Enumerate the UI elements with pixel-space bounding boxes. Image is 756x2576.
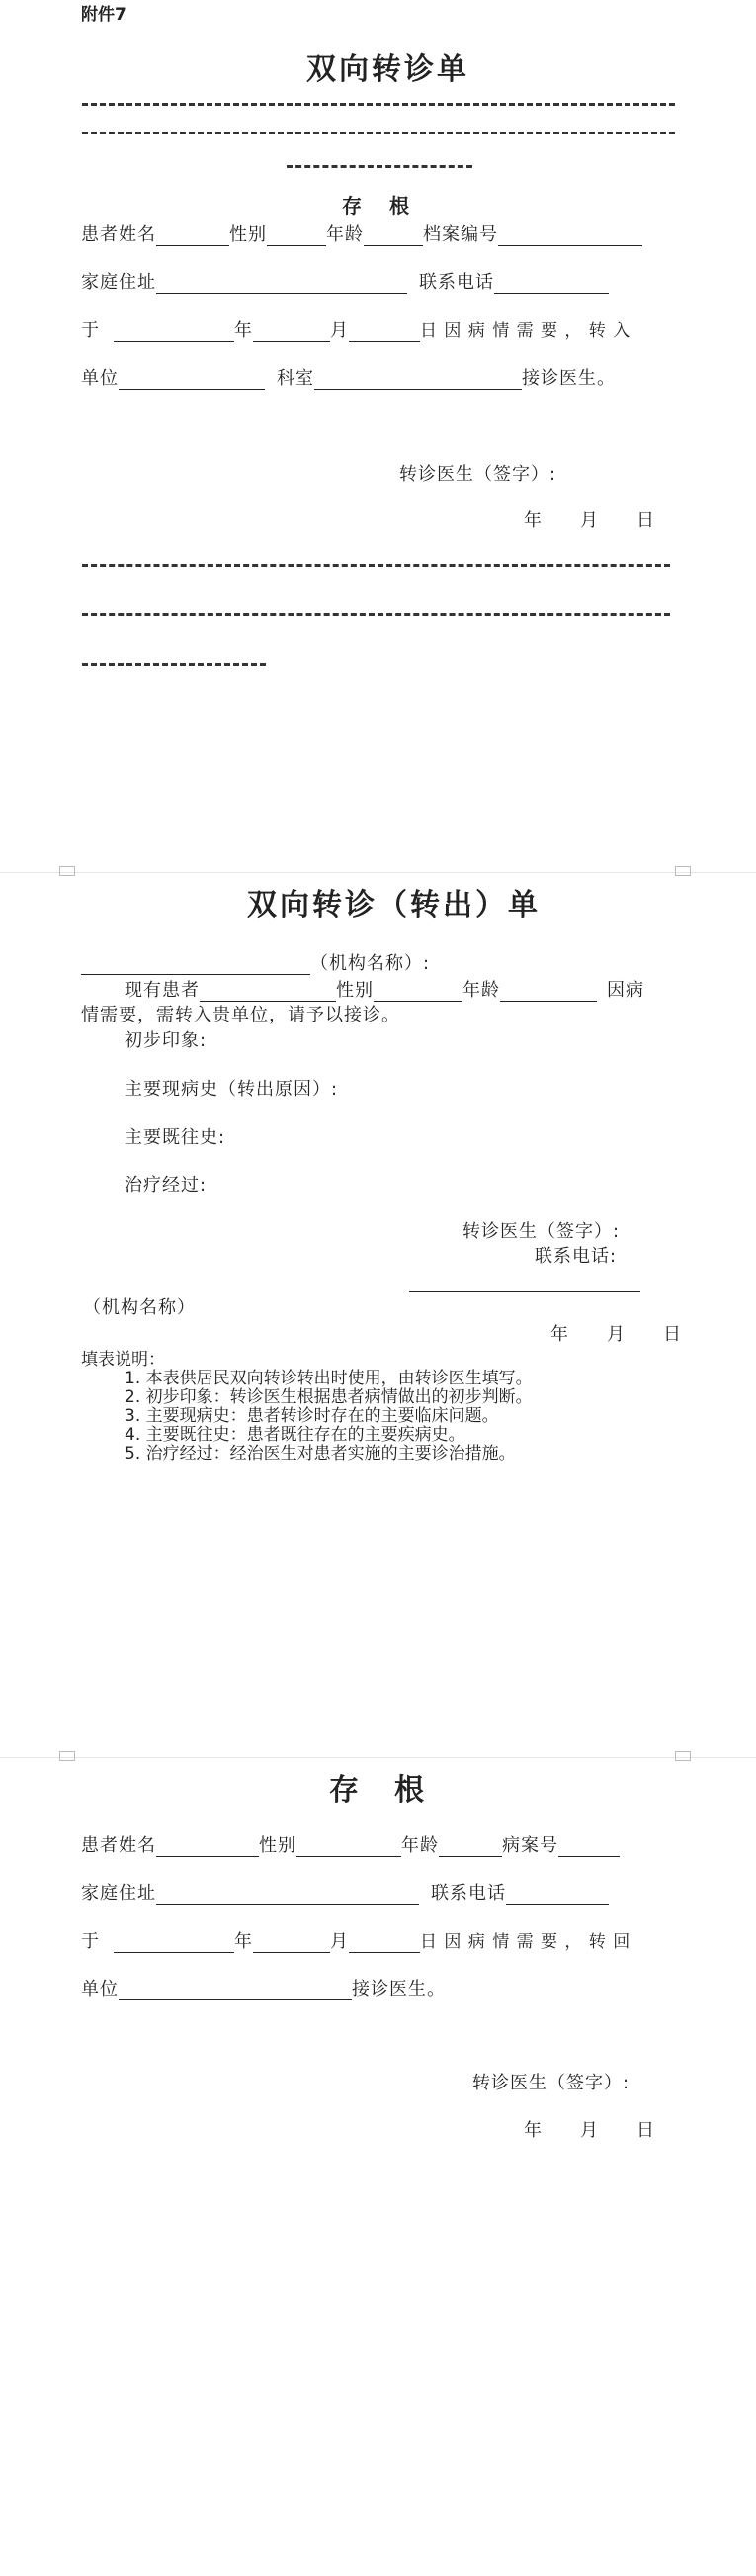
reason-label: 日 因 病 情 需 要 ， 转 入	[420, 321, 631, 341]
phone-label: 联系电话	[431, 1883, 506, 1904]
age-field[interactable]	[500, 981, 597, 1002]
month-field[interactable]	[253, 1932, 330, 1953]
treatment-label: 治疗经过:	[125, 1175, 208, 1196]
past-history-label: 主要既往史:	[125, 1127, 226, 1148]
separator	[82, 132, 675, 134]
page-corner-mark	[675, 1751, 691, 1761]
page-break	[0, 1757, 756, 1758]
record-field[interactable]	[498, 225, 642, 246]
address-field[interactable]	[156, 273, 407, 294]
name-label: 患者姓名	[81, 224, 156, 245]
separator	[82, 663, 266, 666]
unit-label: 单位	[81, 368, 119, 389]
attachment-label: 附件7	[81, 5, 126, 25]
name-field[interactable]	[156, 225, 229, 246]
unit-label: 单位	[81, 1979, 119, 1999]
page-corner-mark	[59, 1751, 75, 1761]
dept-label: 科室	[277, 368, 314, 389]
year-label: 年	[234, 320, 253, 341]
gender-label: 性别	[229, 224, 267, 245]
note-item: 3. 主要现病史：患者转诊时存在的主要临床问题。	[125, 1406, 499, 1426]
month-label: 月	[330, 1931, 349, 1952]
note-item: 1. 本表供居民双向转诊转出时使用，由转诊医生填写。	[125, 1369, 533, 1388]
patient-label: 现有患者	[125, 980, 200, 1001]
page-corner-mark	[675, 866, 691, 876]
stub-title: 存 根	[329, 1773, 427, 1808]
dept-field[interactable]	[314, 369, 522, 390]
date-label: 年 月 日	[524, 2120, 655, 2141]
yu-label: 于	[81, 320, 100, 341]
date-label: 年 月 日	[550, 1324, 682, 1345]
day-field[interactable]	[349, 1932, 420, 1953]
age-label: 年龄	[401, 1835, 439, 1856]
request-text: 情需要，需转入贵单位，请予以接诊。	[81, 1005, 400, 1025]
receiving-doctor-label: 接诊医生。	[352, 1979, 446, 1999]
record-label: 病案号	[502, 1835, 558, 1856]
notes-title: 填表说明：	[81, 1350, 165, 1370]
signature-label: 转诊医生（签字）:	[399, 464, 557, 485]
address-label: 家庭住址	[81, 1883, 156, 1904]
unit-line	[81, 1975, 446, 2000]
page-title: 双向转诊单	[306, 52, 469, 87]
date-line	[81, 316, 630, 342]
address-label: 家庭住址	[81, 272, 156, 293]
gender-label: 性别	[336, 980, 374, 1001]
note-item: 4. 主要既往史：患者既往存在的主要疾病史。	[125, 1425, 465, 1445]
phone-field[interactable]	[494, 273, 609, 294]
initial-impression-label: 初步印象:	[125, 1030, 208, 1051]
phone-field[interactable]	[506, 1884, 609, 1905]
org-field[interactable]	[81, 954, 310, 975]
date-line	[81, 1927, 630, 1953]
gender-field[interactable]	[374, 981, 462, 1002]
unit-field[interactable]	[119, 369, 265, 390]
note-item: 2. 初步印象：转诊医生根据患者病情做出的初步判断。	[125, 1387, 533, 1407]
patient-name-field[interactable]	[200, 981, 336, 1002]
age-field[interactable]	[364, 225, 423, 246]
unit-field[interactable]	[119, 1980, 352, 2000]
date-label: 年 月 日	[524, 510, 655, 531]
reason-label: 日 因 病 情 需 要 ， 转 回	[420, 1932, 631, 1952]
phone-field[interactable]	[409, 1272, 640, 1292]
signature-label: 转诊医生（签字）:	[462, 1221, 621, 1242]
age-label: 年龄	[462, 980, 500, 1001]
month-label: 月	[330, 320, 349, 341]
page-title: 双向转诊（转出）单	[247, 888, 541, 923]
phone-label: 联系电话	[419, 272, 494, 293]
separator	[82, 103, 675, 106]
age-label: 年龄	[326, 224, 364, 245]
org-line	[81, 949, 430, 975]
record-label: 档案编号	[423, 224, 498, 245]
name-field[interactable]	[156, 1836, 259, 1857]
patient-info-line	[81, 1831, 620, 1857]
record-field[interactable]	[558, 1836, 620, 1857]
gender-label: 性别	[259, 1835, 296, 1856]
day-field[interactable]	[349, 321, 420, 342]
note-item: 5. 治疗经过：经治医生对患者实施的主要诊治措施。	[125, 1444, 516, 1464]
gender-field[interactable]	[267, 225, 326, 246]
address-line	[81, 268, 609, 294]
patient-line	[125, 976, 644, 1002]
org-name-label: （机构名称）	[83, 1297, 196, 1318]
gender-field[interactable]	[296, 1836, 401, 1857]
year-label: 年	[234, 1931, 253, 1952]
current-history-label: 主要现病史（转出原因）:	[125, 1079, 339, 1100]
page-corner-mark	[59, 866, 75, 876]
org-label: （机构名称）:	[310, 953, 431, 974]
month-field[interactable]	[253, 321, 330, 342]
unit-line	[81, 364, 616, 390]
signature-label: 转诊医生（签字）:	[472, 2073, 630, 2093]
stub-title: 存 根	[342, 194, 413, 218]
separator	[82, 613, 670, 616]
receiving-doctor-label: 接诊医生。	[522, 368, 616, 389]
reason-label: 因病	[607, 980, 644, 1001]
phone-label: 联系电话:	[535, 1246, 618, 1267]
year-field[interactable]	[114, 321, 234, 342]
name-label: 患者姓名	[81, 1835, 156, 1856]
separator	[287, 165, 472, 168]
address-field[interactable]	[156, 1884, 419, 1905]
patient-info-line	[81, 221, 642, 246]
age-field[interactable]	[439, 1836, 502, 1857]
yu-label: 于	[81, 1931, 100, 1952]
page-break	[0, 872, 756, 873]
address-line	[81, 1879, 609, 1905]
year-field[interactable]	[114, 1932, 234, 1953]
separator	[82, 564, 670, 567]
